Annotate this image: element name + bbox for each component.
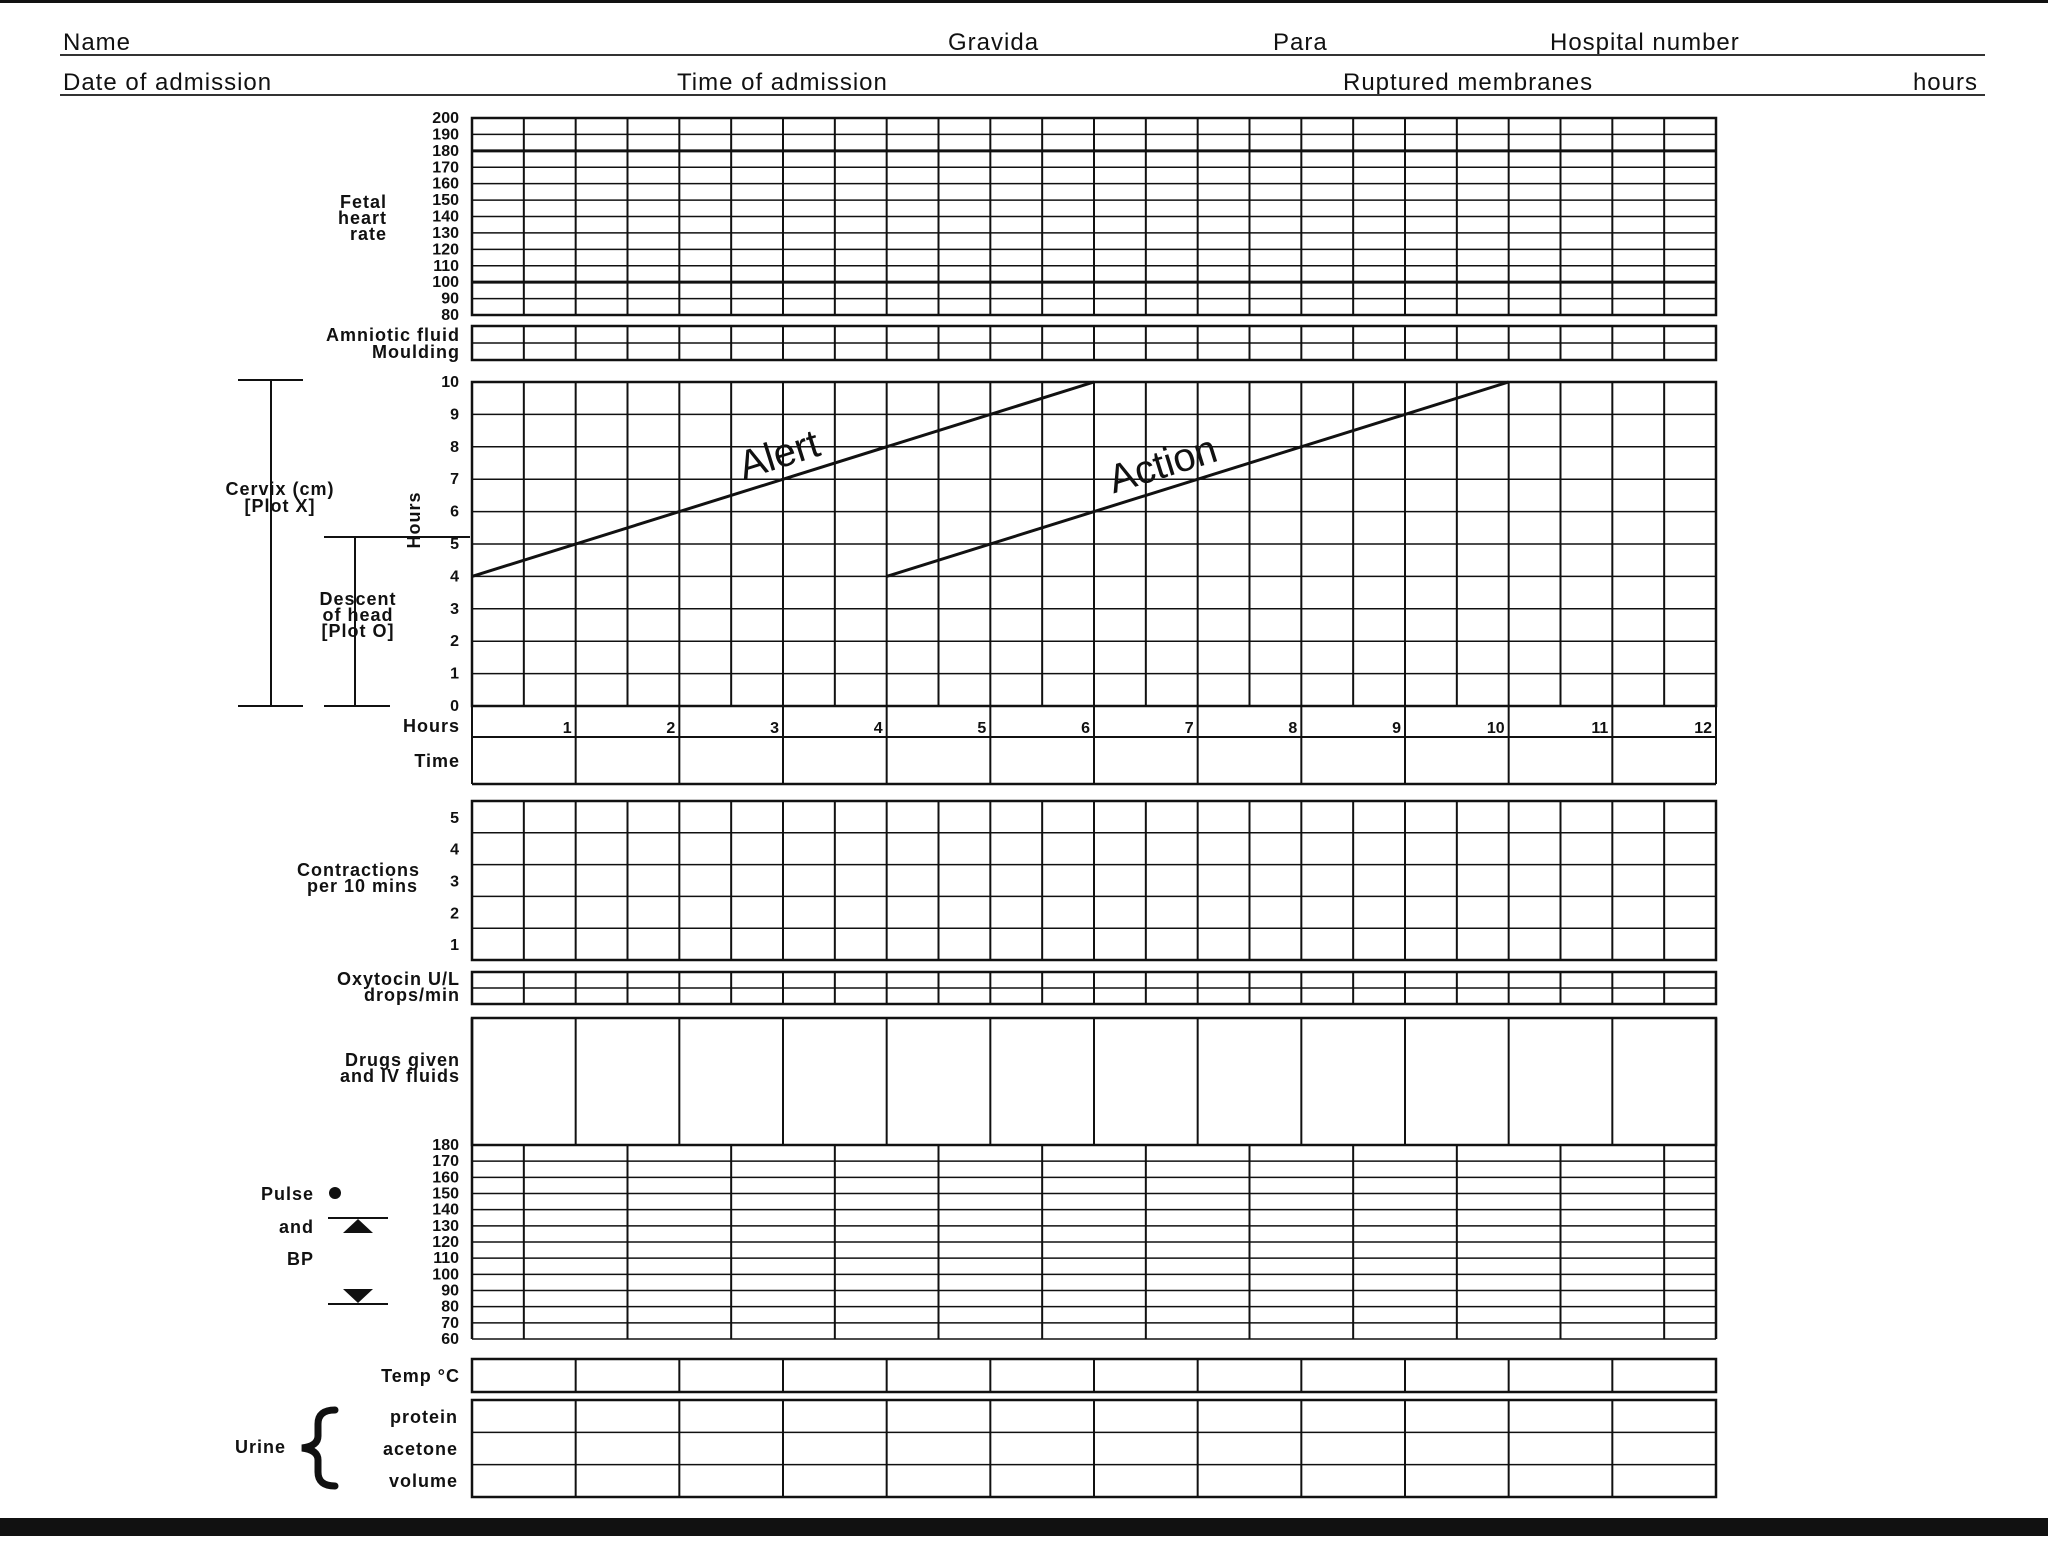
hours-row-label: Hours — [402, 716, 460, 736]
fhr-tick-label: 200 — [432, 110, 459, 127]
hour-number: 10 — [1486, 720, 1505, 737]
cervix-tick-label: 8 — [450, 438, 459, 456]
plot-o-label: [Plot O] — [321, 621, 395, 641]
urine-acetone-label: acetone — [382, 1439, 458, 1459]
hour-number: 2 — [666, 720, 676, 737]
contractions-tick-label: 5 — [450, 809, 459, 827]
pulse-bp-section — [261, 1018, 1716, 1348]
fhr-tick-label: 130 — [432, 224, 459, 242]
drugs-given-label: Drugs given — [344, 1050, 460, 1070]
hour-number: 8 — [1288, 720, 1298, 737]
pulse-bp-tick-label: 120 — [432, 1234, 459, 1251]
contractions-tick-label: 2 — [450, 905, 459, 923]
pulse-bp-tick-label: 80 — [441, 1298, 459, 1316]
hour-number: 3 — [770, 720, 779, 737]
pulse-bp-tick-label: 110 — [433, 1250, 459, 1268]
and-label: and — [278, 1217, 314, 1237]
contractions-tick-label: 4 — [450, 841, 459, 859]
fhr-tick-label: 180 — [432, 142, 459, 160]
fhr-tick-label: 150 — [432, 192, 459, 210]
drugs-section — [340, 1018, 1716, 1145]
descent-label: Descent — [319, 589, 397, 609]
contractions-label: Contractions — [296, 860, 420, 880]
hour-number: 7 — [1184, 720, 1194, 737]
name-label: Name — [63, 29, 132, 56]
hour-number: 5 — [977, 720, 987, 737]
pulse-bp-tick-label: 150 — [432, 1185, 459, 1203]
pulse-label: Pulse — [260, 1184, 314, 1204]
of-head-label: of head — [322, 605, 394, 625]
pulse-bp-tick-label: 70 — [441, 1314, 459, 1332]
iv-fluids-label: and IV fluids — [339, 1066, 460, 1086]
cervix-tick-label: 2 — [450, 633, 459, 651]
hour-number: 4 — [873, 720, 883, 737]
fhr-tick-label: 110 — [433, 257, 459, 275]
oxytocin-section — [337, 969, 1716, 1005]
gravida-label: Gravida — [948, 29, 1040, 56]
time-of-admission-label: Time of admission — [677, 69, 888, 96]
form-header — [60, 29, 1985, 96]
amniotic-fluid-section — [326, 325, 1716, 362]
time-row-label: Time — [414, 751, 460, 771]
fhr-label-3: rate — [349, 224, 387, 244]
hour-number: 6 — [1081, 720, 1090, 737]
fhr-tick-label: 140 — [432, 208, 459, 226]
fhr-tick-label: 90 — [441, 290, 459, 308]
ruptured-membranes-label: Ruptured membranes — [1343, 69, 1594, 96]
urine-protein-label: protein — [390, 1407, 458, 1427]
cervix-label: Cervix (cm) — [225, 479, 335, 499]
moulding-label: Moulding — [372, 342, 460, 362]
temperature-section — [381, 1359, 1716, 1392]
hour-number: 12 — [1694, 720, 1712, 737]
cervix-tick-label: 9 — [450, 406, 459, 424]
cervix-section — [225, 374, 1716, 715]
fhr-tick-label: 80 — [441, 307, 459, 324]
fhr-tick-label: 160 — [432, 175, 459, 193]
para-label: Para — [1273, 29, 1328, 56]
cervix-tick-label: 7 — [450, 471, 459, 489]
urine-label: Urine — [234, 1437, 286, 1457]
urine-volume-label: volume — [388, 1471, 458, 1491]
top-border — [0, 0, 2048, 3]
cervix-tick-label: 4 — [450, 568, 459, 586]
pulse-bp-tick-label: 170 — [432, 1153, 459, 1171]
pulse-bp-tick-label: 60 — [441, 1331, 459, 1348]
temp-label: Temp °C — [381, 1366, 460, 1386]
urine-section — [235, 1400, 1716, 1497]
alert-line-label: Alert — [733, 421, 825, 489]
oxytocin-label: Oxytocin U/L — [336, 969, 460, 989]
contractions-tick-label: 1 — [450, 937, 459, 955]
pulse-bp-tick-label: 100 — [432, 1266, 459, 1284]
hours-label: hours — [1912, 69, 1978, 96]
hospital-number-label: Hospital number — [1550, 29, 1740, 56]
cervix-tick-label: 5 — [450, 536, 459, 553]
date-of-admission-label: Date of admission — [63, 69, 273, 96]
hours-axis-label: Hours — [404, 491, 424, 549]
fetal-heart-rate-section — [338, 110, 1716, 324]
hour-number: 9 — [1392, 720, 1401, 737]
hour-number: 1 — [562, 720, 572, 737]
pulse-dot-icon — [329, 1187, 341, 1199]
fhr-label-2: heart — [337, 208, 387, 228]
time-row — [414, 751, 1716, 784]
amniotic-fluid-label: Amniotic fluid — [326, 325, 460, 345]
pulse-bp-tick-label: 130 — [432, 1217, 459, 1235]
cervix-tick-label: 10 — [441, 374, 459, 391]
pulse-bp-tick-label: 160 — [432, 1169, 459, 1187]
fhr-tick-label: 100 — [432, 274, 459, 292]
contractions-section — [297, 801, 1716, 960]
pulse-bp-tick-label: 140 — [432, 1201, 459, 1219]
hour-number: 11 — [1591, 720, 1609, 737]
fhr-label-1: Fetal — [339, 192, 387, 212]
systolic-arrow-up-icon — [343, 1219, 373, 1233]
contractions-tick-label: 3 — [450, 873, 459, 891]
hours-row — [403, 706, 1716, 784]
cervix-tick-label: 1 — [450, 665, 459, 683]
plot-x-label: [Plot X] — [244, 496, 316, 516]
bp-label: BP — [286, 1249, 314, 1269]
cervix-tick-label: 6 — [450, 503, 459, 521]
cervix-tick-label: 3 — [450, 600, 459, 618]
action-line-label: Action — [1103, 426, 1223, 503]
cervix-tick-label: 0 — [450, 698, 459, 715]
urine-brace-icon — [302, 1410, 335, 1486]
drops-per-min-label: drops/min — [363, 985, 460, 1005]
diastolic-arrow-down-icon — [343, 1289, 373, 1303]
fhr-tick-label: 190 — [432, 126, 459, 144]
pulse-bp-tick-label: 180 — [432, 1137, 459, 1154]
pulse-bp-tick-label: 90 — [441, 1282, 459, 1300]
per-10-mins-label: per 10 mins — [306, 876, 418, 896]
fhr-tick-label: 120 — [432, 241, 459, 259]
bottom-border — [0, 1518, 2048, 1536]
fhr-tick-label: 170 — [432, 159, 459, 177]
